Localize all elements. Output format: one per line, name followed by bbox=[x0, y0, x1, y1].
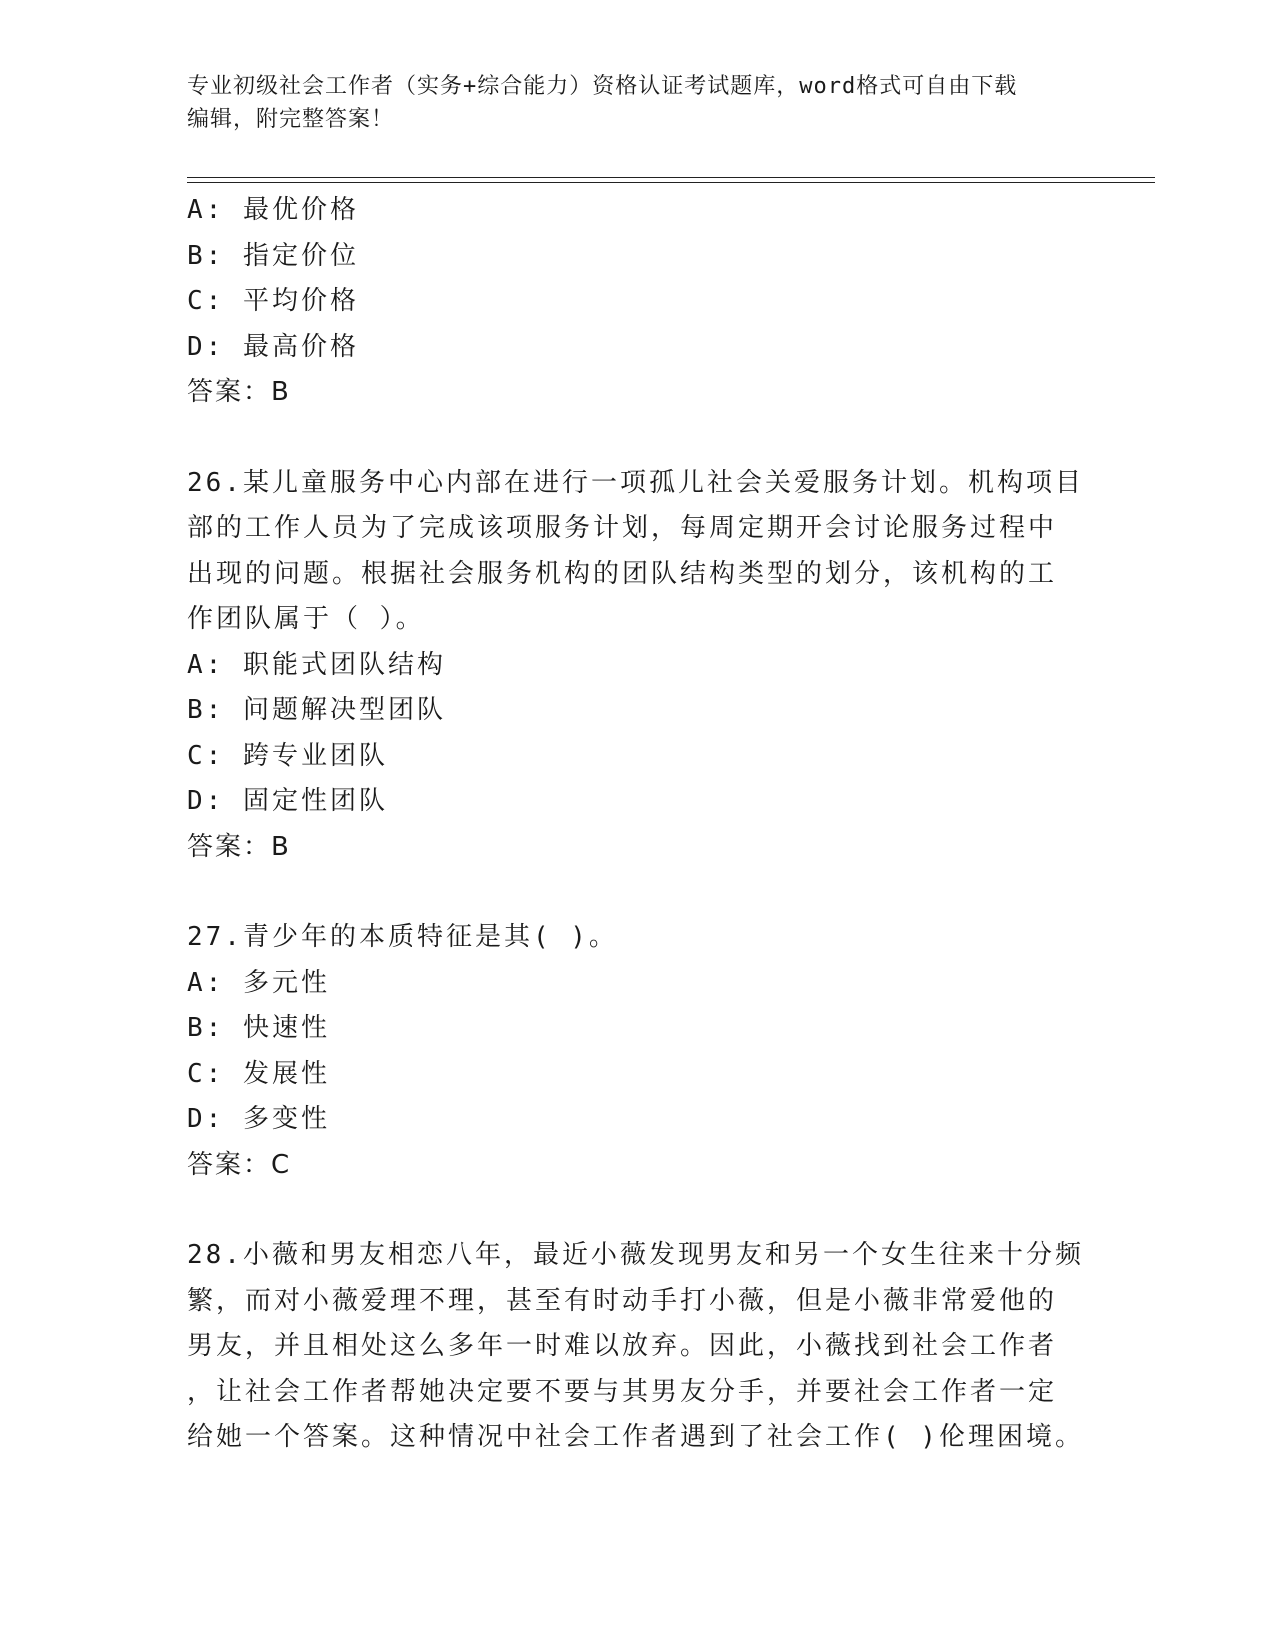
option-a: A: 职能式团队结构 bbox=[187, 649, 446, 680]
question-text-line: ，让社会工作者帮她决定要不要与其男友分手，并要社会工作者一定 bbox=[187, 1376, 1058, 1407]
question-text-line: 27.青少年的本质特征是其( )。 bbox=[187, 922, 618, 952]
option-b: B: 快速性 bbox=[187, 1013, 330, 1043]
header-rule-top bbox=[187, 177, 1155, 178]
question-26-block bbox=[187, 461, 1087, 871]
question-28-block bbox=[187, 1233, 1087, 1461]
option-b: B: 问题解决型团队 bbox=[187, 695, 446, 725]
document-header bbox=[187, 70, 1087, 136]
question-text-line: 28.小薇和男友相恋八年，最近小薇发现男友和另一个女生往来十分频 bbox=[187, 1240, 1084, 1270]
option-a: A: 最优价格 bbox=[187, 195, 359, 225]
header-line-1: 专业初级社会工作者（实务+综合能力）资格认证考试题库，word格式可自由下载 bbox=[187, 74, 1018, 99]
option-d: D: 最高价格 bbox=[187, 331, 359, 362]
question-text-line: 作团队属于（ ）。 bbox=[187, 604, 425, 634]
question-text-line: 男友，并且相处这么多年一时难以放弃。因此，小薇找到社会工作者 bbox=[187, 1331, 1058, 1361]
question-text-line: 繁，而对小薇爱理不理，甚至有时动手打小薇，但是小薇非常爱他的 bbox=[187, 1285, 1058, 1316]
option-b: B: 指定价位 bbox=[187, 240, 359, 271]
question-27-block bbox=[187, 915, 1087, 1188]
answer-line: 答案：B bbox=[187, 831, 291, 862]
question-text-line: 给她一个答案。这种情况中社会工作者遇到了社会工作( )伦理困境。 bbox=[187, 1422, 1084, 1452]
question-text-line: 部的工作人员为了完成该项服务计划，每周定期开会讨论服务过程中 bbox=[187, 513, 1058, 543]
option-d: D: 固定性团队 bbox=[187, 786, 388, 816]
question-25-block bbox=[187, 188, 1087, 416]
answer-line: 答案：C bbox=[187, 1149, 292, 1180]
header-rule-bottom bbox=[187, 182, 1155, 183]
option-d: D: 多变性 bbox=[187, 1104, 330, 1134]
option-c: C: 跨专业团队 bbox=[187, 740, 388, 771]
header-line-2: 编辑，附完整答案！ bbox=[187, 107, 395, 132]
option-c: C: 平均价格 bbox=[187, 286, 359, 316]
question-text-line: 出现的问题。根据社会服务机构的团队结构类型的划分，该机构的工 bbox=[187, 558, 1058, 589]
option-a: A: 多元性 bbox=[187, 967, 330, 998]
answer-line: 答案：B bbox=[187, 377, 291, 407]
option-c: C: 发展性 bbox=[187, 1058, 330, 1089]
question-text-line: 26.某儿童服务中心内部在进行一项孤儿社会关爱服务计划。机构项目 bbox=[187, 467, 1084, 498]
question-content bbox=[187, 188, 1087, 1461]
